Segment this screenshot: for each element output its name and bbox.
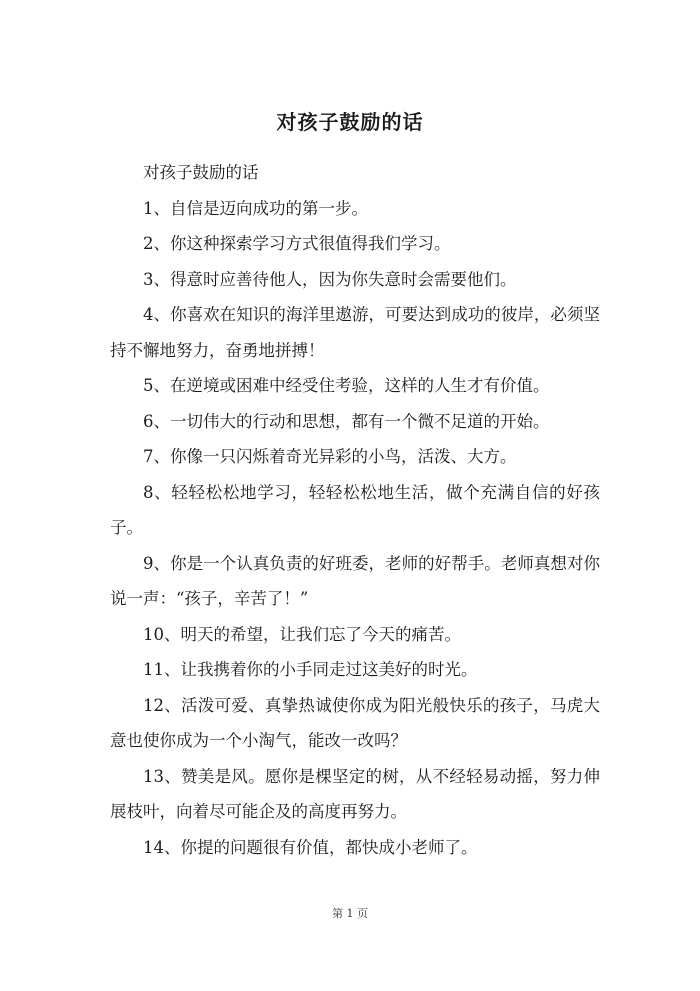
paragraph-9: 9、你是一个认真负责的好班委，老师的好帮手。老师真想对你说一声：“孩子，辛苦了！” [110, 553, 600, 608]
paragraph-1: 1、自信是迈向成功的第一步。 [143, 198, 368, 218]
paragraph-4: 4、你喜欢在知识的海洋里遨游，可要达到成功的彼岸，必须坚持不懈地努力，奋勇地拼搏！ [110, 305, 600, 360]
paragraph-7: 7、你像一只闪烁着奇光异彩的小鸟，活泼、大方。 [143, 447, 517, 466]
document-body [110, 155, 600, 865]
paragraph-10: 10、明天的希望，让我们忘了今天的痛苦。 [143, 624, 461, 644]
page-number-footer: 第 1 页 [332, 907, 368, 920]
paragraph-14: 14、你提的问题很有价值，都快成小老师了。 [143, 837, 478, 857]
paragraph-12: 12、活泼可爱、真挚热诚使你成为阳光般快乐的孩子，马虎大意也使你成为一个小淘气，能改一改吗？ [110, 695, 600, 750]
paragraph-5: 5、在逆境或困难中经受住考验，这样的人生才有价值。 [143, 376, 550, 395]
section-heading: 对孩子鼓励的话 [143, 163, 259, 182]
paragraph-6: 6、一切伟大的行动和思想，都有一个微不足道的开始。 [143, 411, 550, 431]
paragraph-2: 2、你这种探索学习方式很值得我们学习。 [143, 234, 451, 253]
paragraph-11: 11、让我携着你的小手同走过这美好的时光。 [143, 660, 478, 679]
paragraph-3: 3、得意时应善待他人，因为你失意时会需要他们。 [143, 269, 517, 289]
document-title: 对孩子鼓励的话 [276, 110, 424, 134]
paragraph-8: 8、轻轻松松地学习，轻轻松松地生活，做个充满自信的好孩子。 [110, 482, 600, 537]
paragraph-13: 13、赞美是风。愿你是棵坚定的树，从不经轻易动摇，努力伸展枝叶，向着尽可能企及的高度再努力。 [110, 766, 600, 821]
